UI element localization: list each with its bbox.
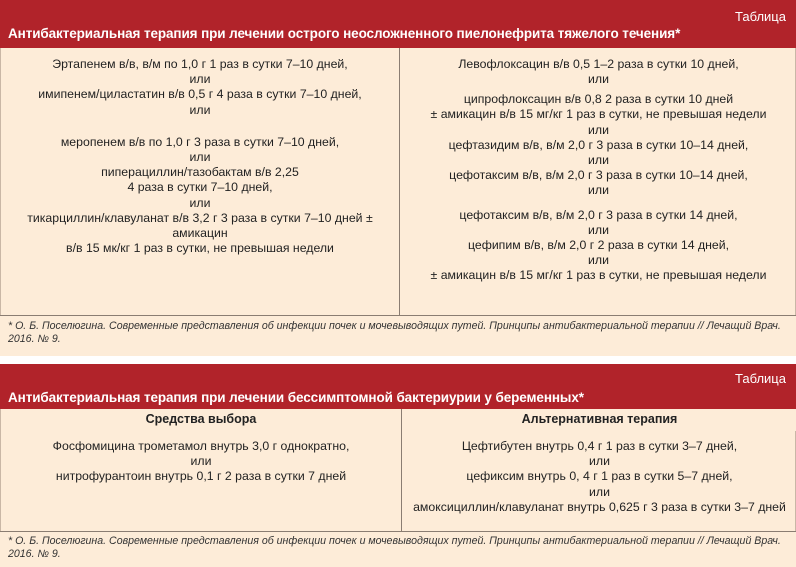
table-1-right-line: ципрофлоксацин в/в 0,8 2 раза в сутки 10 дней xyxy=(463,92,734,107)
table-2 xyxy=(0,364,796,567)
table-1-right-line: Левофлоксацин в/в 0,5 1–2 раза в сутки 10 дней, xyxy=(458,57,739,71)
table-1-right-column xyxy=(400,57,796,284)
table-1-left-line: в/в 15 мк/кг 1 раз в сутки, не превышая недели xyxy=(66,241,334,256)
table-1-right-line: цефотаксим в/в, в/м 2,0 г 3 раза в сутки 14 дней, xyxy=(459,207,738,222)
table-1-header xyxy=(0,0,796,48)
table-2-left-line: нитрофурантоин внутрь 0,1 г 2 раза в сутки 7 дней xyxy=(55,469,347,484)
table-1-right-line: или xyxy=(588,72,609,87)
table-1-left-line: пиперациллин/тазобактам в/в 2,25 xyxy=(101,165,299,180)
table-1-right-line: цефотаксим в/в, в/м 2,0 г 3 раза в сутки 10–14 дней, xyxy=(449,168,748,183)
table-2-left-line: Фосфомицина трометамол внутрь 3,0 г однократно, xyxy=(52,439,350,453)
table-1-right-line: или xyxy=(588,153,609,168)
table-1-left-line: тикарциллин/клавуланат в/в 3,2 г 3 раза в сутки 7–10 дней ± xyxy=(27,210,373,225)
table-1-left-line: или xyxy=(189,72,211,87)
table-2-right-line: или xyxy=(589,484,610,499)
table-2-label: Таблица xyxy=(735,371,786,386)
table-1-left-line: Эртапенем в/в, в/м по 1,0 г 1 раз в сутки 7–10 дней, xyxy=(52,57,348,71)
table-2-left-line: или xyxy=(190,454,212,469)
column-header-left: Средства выбора xyxy=(145,412,257,426)
table-2-right-line: Цефтибутен внутрь 0,4 г 1 раз в сутки 3–7 дней, xyxy=(461,439,738,453)
table-2-right-line: или xyxy=(589,454,610,469)
table-2-right-column xyxy=(402,439,796,515)
column-header-right: Альтернативная терапия xyxy=(521,412,678,426)
table-1-footnote: * О. Б. Поселюгина. Современные представления об инфекции почек и мочевыводящих путей. Принципы антибактериальной терапии // Лечащий Врач. 2016. № 9. xyxy=(0,315,796,356)
table-1-left-line: или xyxy=(189,150,211,165)
table-1-title: Антибактериальная терапия при лечении острого неосложненного пиелонефрита тяжелого течения* xyxy=(8,26,681,41)
table-1-left-line: амикацин xyxy=(172,226,228,241)
table-1-right-line: цефтазидим в/в, в/м 2,0 г 3 раза в сутки 10–14 дней, xyxy=(448,137,749,152)
table-2-right-line: амоксициллин/клавуланат внутрь 0,625 г 3 раза в сутки 3–7 дней xyxy=(413,499,786,514)
table-1-left-column xyxy=(1,57,399,256)
table-1-right-line: ± амикацин в/в 15 мг/кг 1 раз в сутки, не превышая недели xyxy=(430,107,767,122)
table-1-right-line: ± амикацин в/в 15 мг/кг 1 раз в сутки, не превышая недели xyxy=(430,268,767,283)
table-1-right-line xyxy=(400,199,796,208)
table-1-right-line: цефипим в/в, в/м 2,0 г 2 раза в сутки 14 дней, xyxy=(467,238,730,253)
table-1-left-line: или xyxy=(189,102,211,117)
table-1-body xyxy=(0,48,796,315)
table-2-footnote: * О. Б. Поселюгина. Современные представления об инфекции почек и мочевыводящих путей. Принципы антибактериальной терапии // Лечащий Врач. 2016. № 9. xyxy=(0,531,796,567)
table-1-right-line: или xyxy=(588,253,609,268)
table-1-left-line: имипенем/циластатин в/в 0,5 г 4 раза в сутки 7–10 дней, xyxy=(38,87,362,102)
table-1-right-line: или xyxy=(588,122,609,137)
table-1-left-line: меропенем в/в по 1,0 г 3 раза в сутки 7–10 дней, xyxy=(60,134,340,149)
table-1-right-line: или xyxy=(588,183,609,198)
table-2-column-headers xyxy=(0,409,796,431)
table-1-right-line: или xyxy=(588,222,609,237)
table-2-left-column xyxy=(1,439,401,485)
table-1-left-line: или xyxy=(189,195,211,210)
table-1-left-line: 4 раза в сутки 7–10 дней, xyxy=(127,180,273,195)
table-2-header xyxy=(0,364,796,409)
table-2-title: Антибактериальная терапия при лечении бессимптомной бактериурии у беременных* xyxy=(8,390,584,405)
table-1-label: Таблица xyxy=(735,9,786,24)
table-1-left-line xyxy=(1,118,399,135)
table-2-body xyxy=(0,431,796,531)
table-2-header-row xyxy=(1,409,796,432)
table-2-right-line: цефиксим внутрь 0, 4 г 1 раз в сутки 5–7 дней, xyxy=(466,469,733,484)
